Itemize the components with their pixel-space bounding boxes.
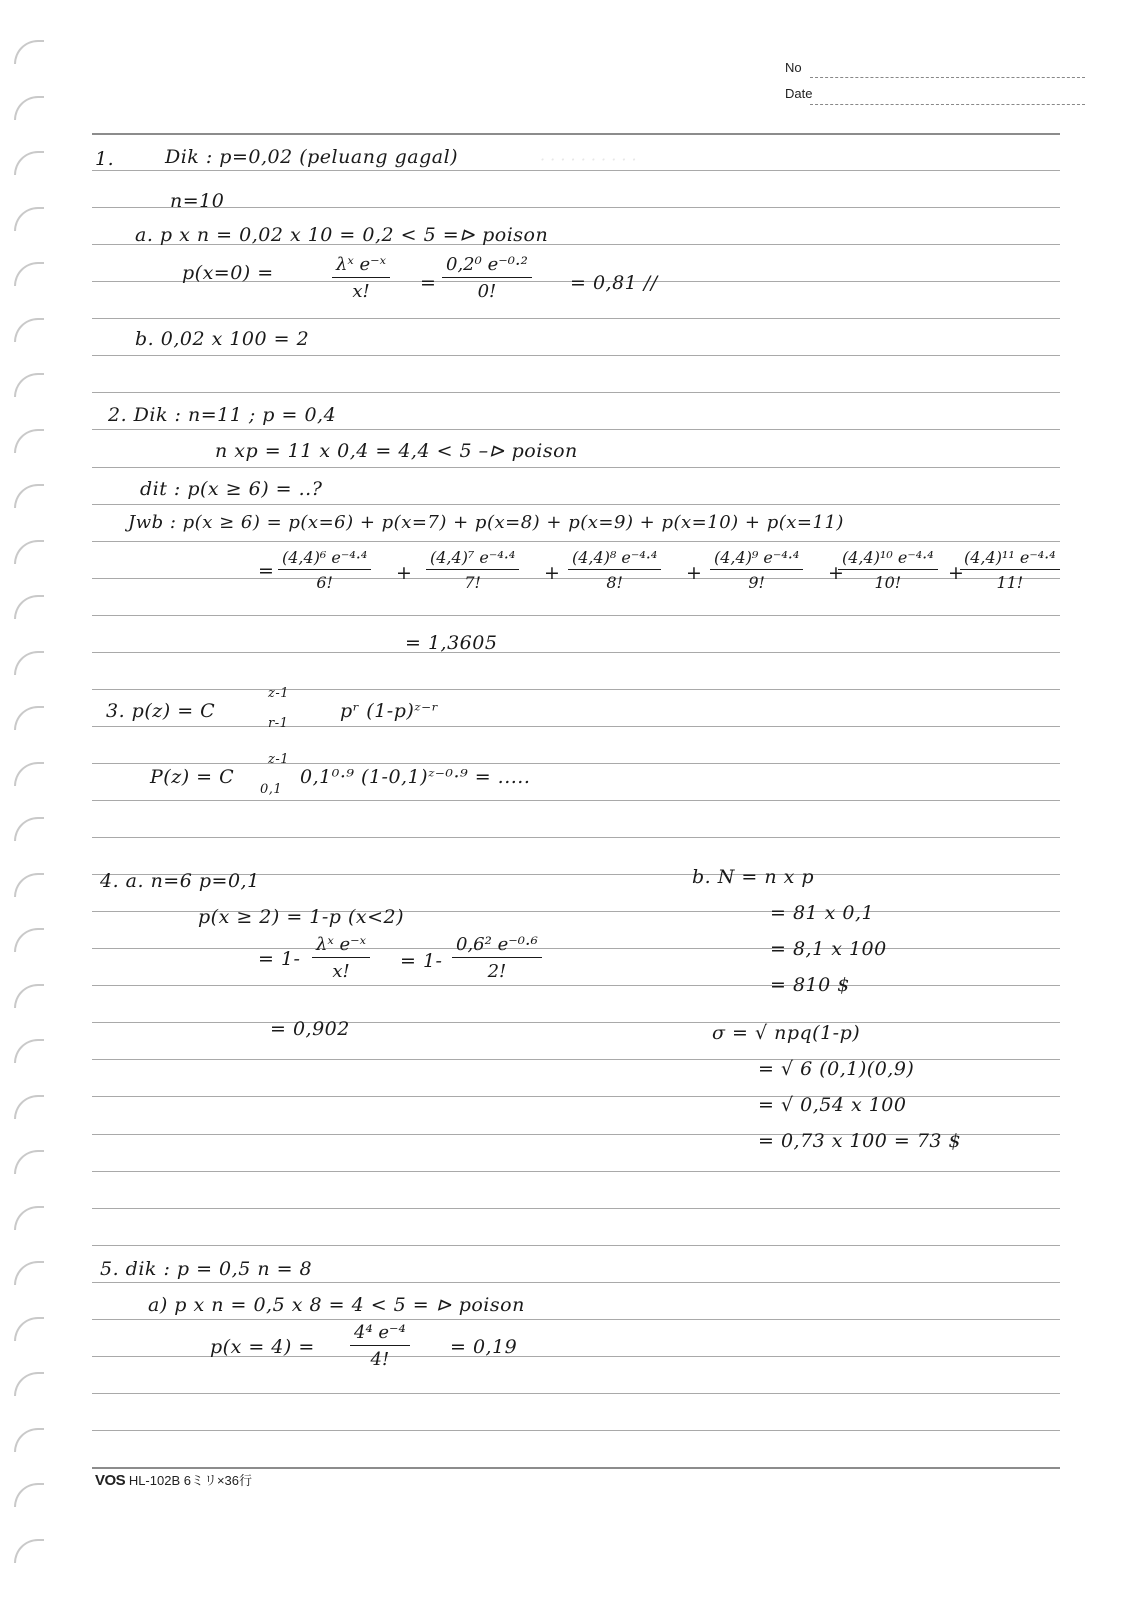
q2-plus-sign: + [686, 562, 703, 584]
q1-value-den: 0! [477, 281, 497, 302]
ruled-line [92, 355, 1060, 356]
q4-b-line: = 81 x 0,1 [770, 902, 875, 924]
binder-hole [14, 540, 44, 564]
footer-brand: VOS [95, 1472, 126, 1489]
q3-formula-rest: pʳ (1-p)ᶻ⁻ʳ [340, 700, 439, 722]
q4-sigma-line: = √ 6 (0,1)(0,9) [758, 1058, 915, 1080]
q4-b-line: b. N = n x p [692, 866, 815, 888]
q2-term-num: (4,4)⁷ e⁻⁴·⁴ [426, 548, 519, 570]
q1-part-b: b. 0,02 x 100 = 2 [135, 328, 310, 350]
q5-given: 5. dik : p = 0,5 n = 8 [100, 1258, 313, 1280]
q4-pre: = 1- [258, 948, 301, 970]
q1-value-num: 0,2⁰ e⁻⁰·² [442, 254, 532, 278]
q1-part-a: a. p x n = 0,02 x 10 = 0,2 < 5 =⊳ poison [135, 224, 549, 246]
q1-value-fraction [442, 254, 532, 302]
binder-hole [14, 1261, 44, 1285]
ruled-line [92, 985, 1060, 986]
binder-hole [14, 1483, 44, 1507]
q2-given: 2. Dik : n=11 ; p = 0,4 [108, 404, 337, 426]
q4-b-line: = 810 $ [770, 974, 850, 996]
ruled-line [92, 763, 1060, 764]
q4-sigma-line: = √ 0,54 x 100 [758, 1094, 907, 1116]
date-label: Date [785, 86, 813, 101]
ruled-line [92, 1022, 1060, 1023]
ruled-line [92, 392, 1060, 393]
binder-hole [14, 373, 44, 397]
q3-sub-left: P(z) = C [150, 766, 235, 788]
q3-sub-sub: 0,1 [260, 782, 283, 797]
binder-hole [14, 984, 44, 1008]
q2-term-den: 9! [748, 573, 765, 592]
ruled-line [92, 541, 1060, 542]
binder-hole [14, 1095, 44, 1119]
q3-formula-left: 3. p(z) = C [106, 700, 216, 722]
no-label: No [785, 60, 802, 75]
q1-result: = 0,81 // [570, 272, 658, 294]
no-line [810, 77, 1085, 78]
binder-hole [14, 429, 44, 453]
q4-prob: p(x ≥ 2) = 1-p (x<2) [198, 906, 405, 928]
q2-term-den: 8! [606, 573, 623, 592]
ruled-line [92, 689, 1060, 690]
q3-formula-sup: z-1 [268, 686, 290, 701]
q2-asked: dit : p(x ≥ 6) = ..? [140, 478, 323, 500]
q4-formula-num: λˣ e⁻ˣ [312, 934, 370, 958]
q4-b-line: = 8,1 x 100 [770, 938, 887, 960]
q2-term-num: (4,4)¹¹ e⁻⁴·⁴ [960, 548, 1060, 570]
binder-hole [14, 484, 44, 508]
q2-term-den: 10! [874, 573, 902, 592]
q2-plus-sign: + [948, 562, 965, 584]
binder-hole [14, 651, 44, 675]
q2-term-num: (4,4)⁸ e⁻⁴·⁴ [568, 548, 661, 570]
ruled-line [92, 318, 1060, 319]
q4-formula-fraction [312, 934, 370, 982]
bleed-through-mark: · · · · · · · · · · [540, 150, 637, 169]
binder-hole [14, 762, 44, 786]
q4-formula-den: x! [332, 961, 350, 982]
binder-hole [14, 262, 44, 286]
ruled-line [92, 133, 1060, 135]
ruled-line [92, 1096, 1060, 1097]
binder-hole [14, 40, 44, 64]
binder-hole [14, 873, 44, 897]
binder-hole [14, 151, 44, 175]
binder-hole [14, 207, 44, 231]
q1-number: 1. [95, 148, 115, 170]
ruled-line [92, 504, 1060, 505]
q4-value-fraction [452, 934, 542, 982]
q1-px0: p(x=0) = [182, 262, 274, 284]
q2-term-fraction [960, 548, 1060, 592]
q2-term-fraction [568, 548, 661, 592]
binder-hole [14, 928, 44, 952]
q5-part-a: a) p x n = 0,5 x 8 = 4 < 5 = ⊳ poison [148, 1294, 525, 1316]
ruled-line [92, 1467, 1060, 1469]
q2-term-num: (4,4)¹⁰ e⁻⁴·⁴ [838, 548, 938, 570]
ruled-line [92, 652, 1060, 653]
q2-term-fraction [838, 548, 938, 592]
q2-term-num: (4,4)⁹ e⁻⁴·⁴ [710, 548, 803, 570]
ruled-line [92, 170, 1060, 171]
binder-hole [14, 595, 44, 619]
ruled-line [92, 1319, 1060, 1320]
binder-hole [14, 1039, 44, 1063]
q2-term-den: 7! [464, 573, 481, 592]
q1-formula-num: λˣ e⁻ˣ [332, 254, 390, 278]
q2-equals: = [258, 560, 275, 582]
ruled-line [92, 837, 1060, 838]
q2-result: = 1,3605 [405, 632, 498, 654]
q4-sigma-line: σ = √ npq(1-p) [712, 1022, 861, 1044]
q2-term-den: 11! [996, 573, 1024, 592]
q2-answer: Jwb : p(x ≥ 6) = p(x=6) + p(x=7) + p(x=8) + p(x=9) + p(x=10) + p(x=11) [128, 512, 844, 533]
ruled-line [92, 726, 1060, 727]
q2-plus-sign: + [396, 562, 413, 584]
q1-equals: = [420, 272, 437, 294]
q4-mid: = 1- [400, 950, 443, 972]
q4-sigma-line: = 0,73 x 100 = 73 $ [758, 1130, 962, 1152]
q2-plus-sign: + [544, 562, 561, 584]
ruled-line [92, 467, 1060, 468]
q2-term-den: 6! [316, 573, 333, 592]
q5-px4: p(x = 4) = [210, 1336, 315, 1358]
ruled-line [92, 429, 1060, 430]
ruled-line [92, 800, 1060, 801]
q3-sub-rest: 0,1⁰·⁹ (1-0,1)ᶻ⁻⁰·⁹ = ..... [300, 766, 531, 788]
binder-hole [14, 1150, 44, 1174]
date-line [810, 104, 1085, 105]
q1-formula-fraction [332, 254, 390, 302]
binder-hole [14, 1428, 44, 1452]
binder-hole [14, 1539, 44, 1563]
q1-n: n=10 [170, 190, 225, 212]
q5-fraction [350, 1322, 410, 1370]
footer [95, 1470, 252, 1489]
q4-part-a: 4. a. n=6 p=0,1 [100, 870, 260, 892]
binder-hole [14, 1206, 44, 1230]
q5-num: 4⁴ e⁻⁴ [350, 1322, 410, 1346]
ruled-line [92, 948, 1060, 949]
q3-formula-sub: r-1 [268, 716, 289, 731]
ruled-line [92, 1282, 1060, 1283]
footer-model: HL-102B 6ミリ×36行 [128, 1473, 253, 1488]
binder-hole [14, 817, 44, 841]
ruled-line [92, 1393, 1060, 1394]
q2-term-fraction [278, 548, 371, 592]
q3-sub-sup: z-1 [268, 752, 290, 767]
q2-plus-sign: + [828, 562, 845, 584]
ruled-line [92, 1245, 1060, 1246]
q1-formula-den: x! [352, 281, 370, 302]
ruled-line [92, 207, 1060, 208]
q5-result: = 0,19 [450, 1336, 518, 1358]
q4-value-den: 2! [487, 961, 507, 982]
ruled-line [92, 1208, 1060, 1209]
q5-den: 4! [370, 1349, 390, 1370]
q2-term-fraction [426, 548, 519, 592]
binder-hole [14, 706, 44, 730]
q2-nxp: n xp = 11 x 0,4 = 4,4 < 5 –⊳ poison [215, 440, 578, 462]
ruled-line [92, 1171, 1060, 1172]
ruled-line [92, 1430, 1060, 1431]
binder-hole [14, 1372, 44, 1396]
q4-value-num: 0,6² e⁻⁰·⁶ [452, 934, 542, 958]
q4-result: = 0,902 [270, 1018, 350, 1040]
q2-term-fraction [710, 548, 803, 592]
ruled-line [92, 615, 1060, 616]
binder-hole [14, 318, 44, 342]
binder-hole [14, 96, 44, 120]
ruled-line [92, 1059, 1060, 1060]
q2-term-num: (4,4)⁶ e⁻⁴·⁴ [278, 548, 371, 570]
q1-given: Dik : p=0,02 (peluang gagal) [165, 146, 459, 168]
binder-hole [14, 1317, 44, 1341]
